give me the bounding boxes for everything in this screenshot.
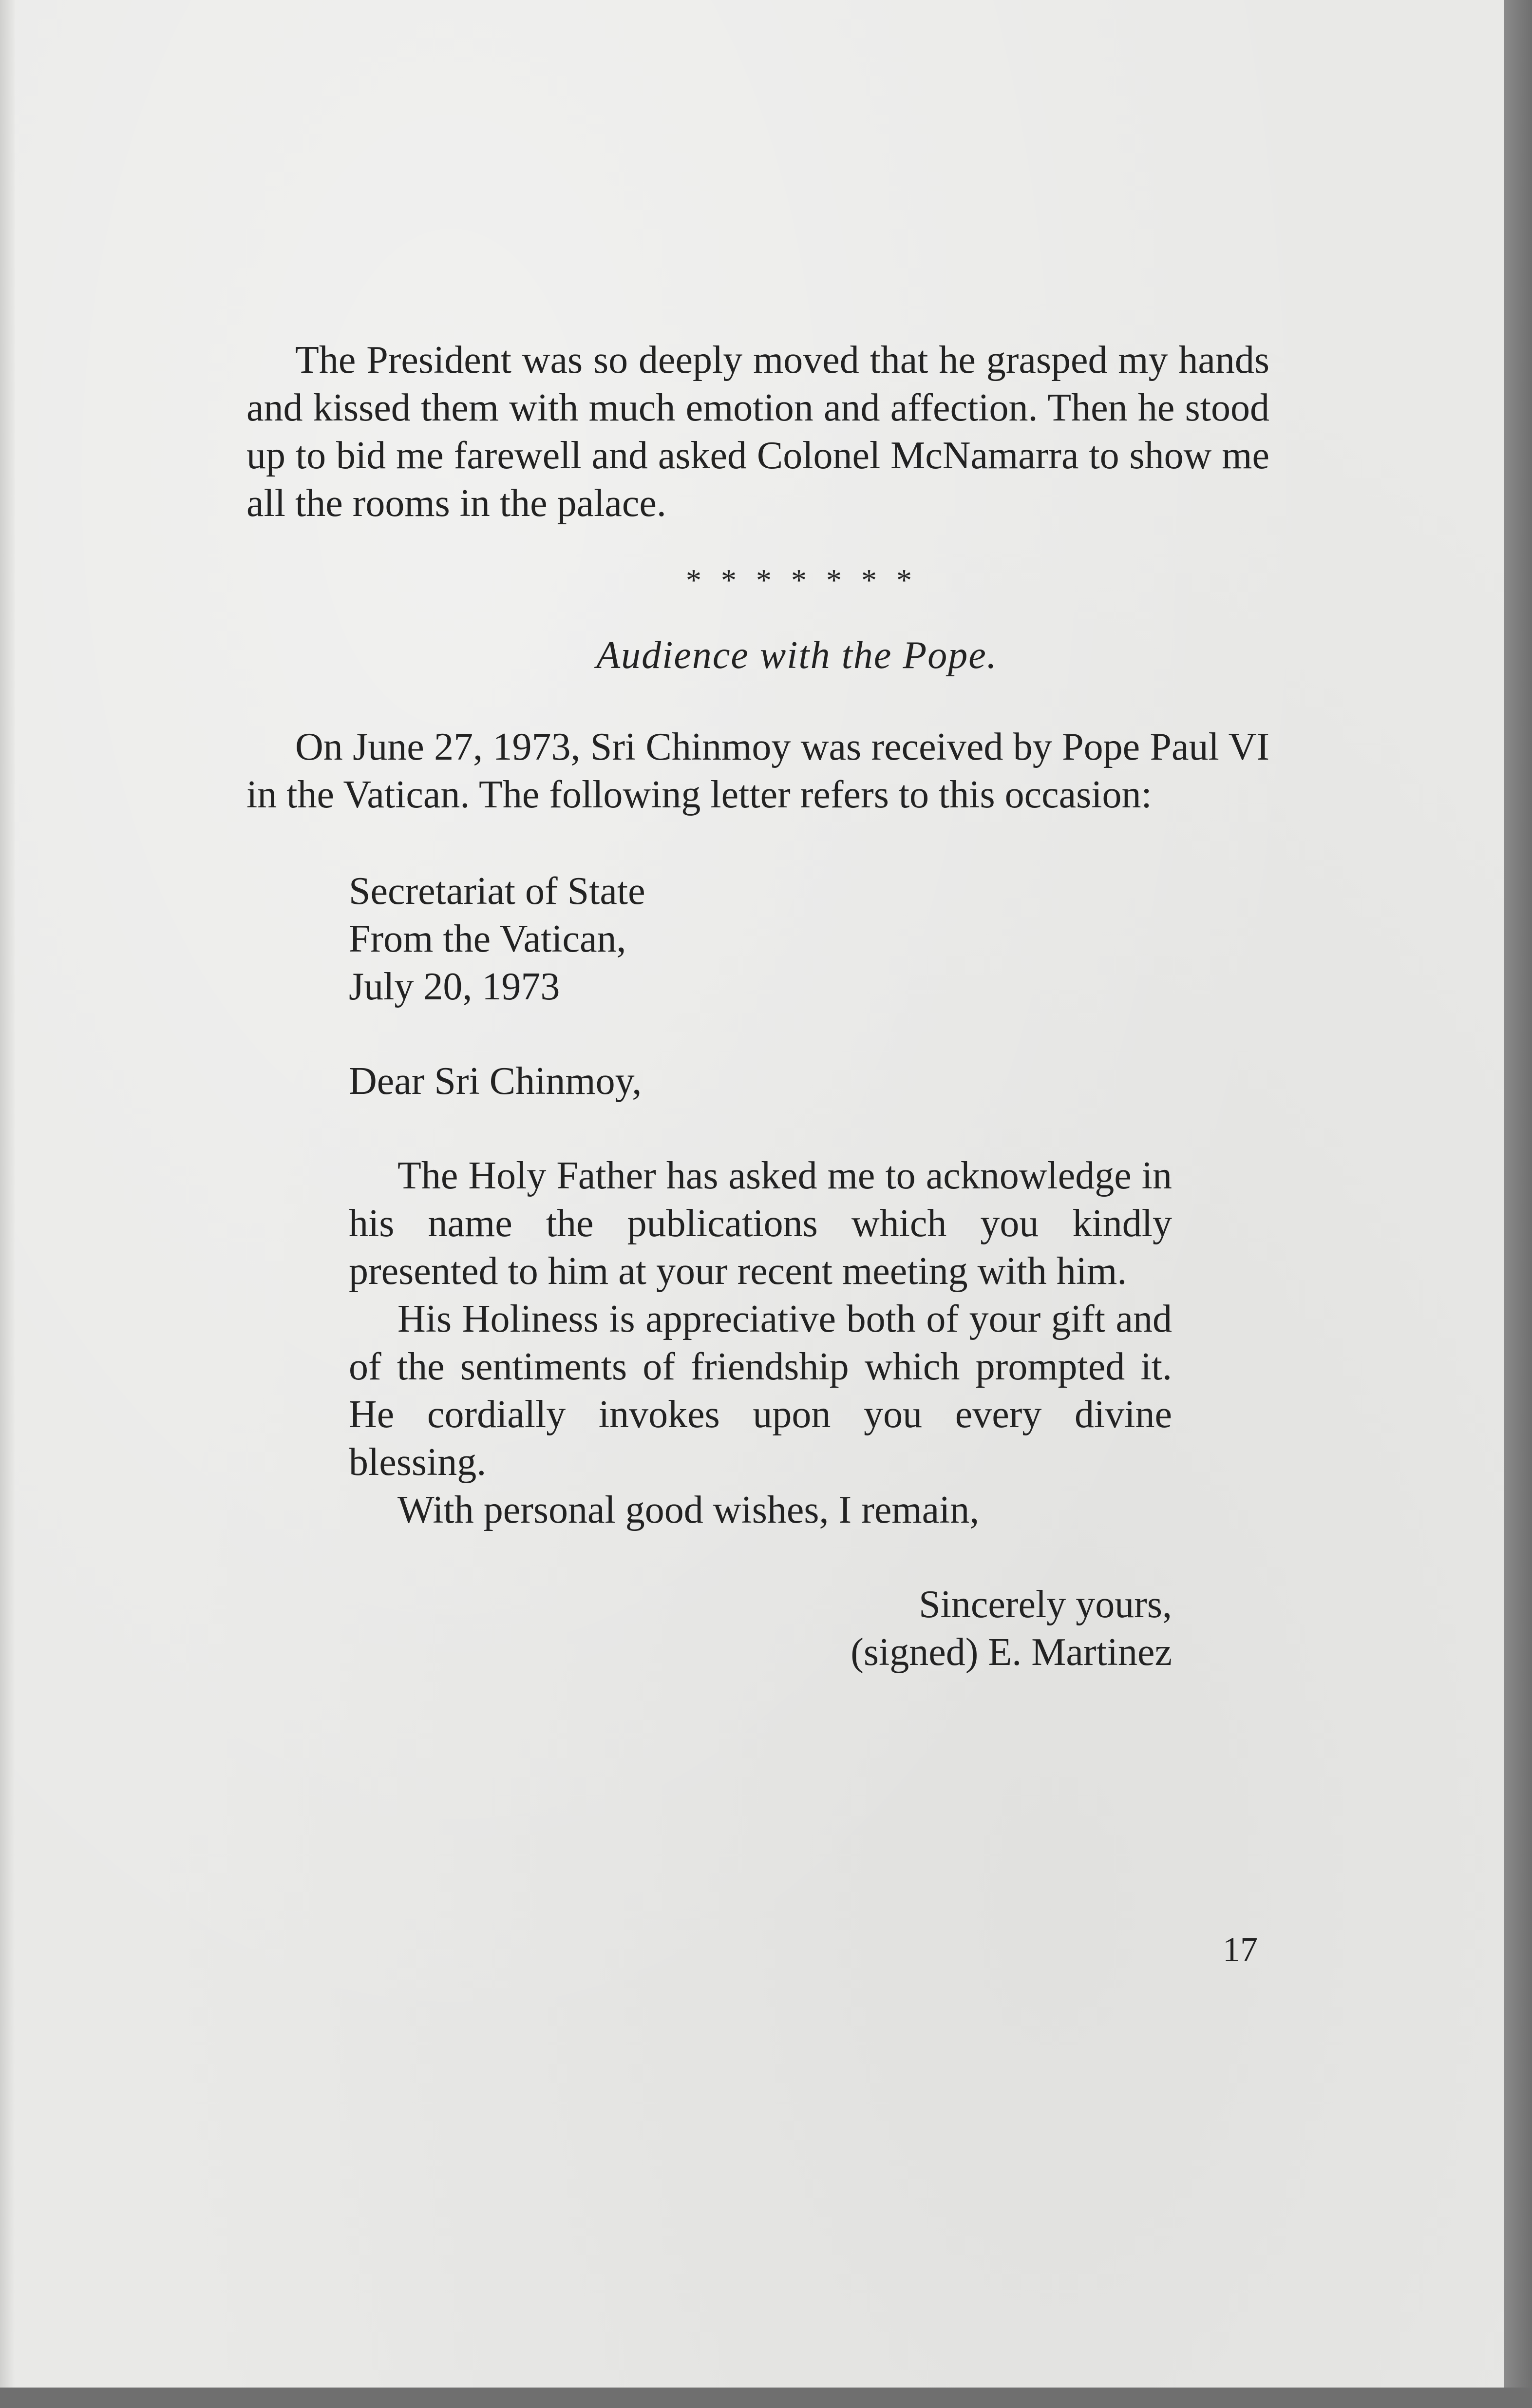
page-fold-shadow	[0, 0, 15, 2388]
letter-paragraph-3: With personal good wishes, I remain,	[397, 1489, 980, 1531]
letter-header	[349, 867, 1172, 1011]
section-separator: * * * * * * *	[686, 563, 918, 597]
letter-paragraph-1: The Holy Father has asked me to acknowledge in his name the publications which you kindly presented to him at your recent meeting with him.	[349, 1154, 1172, 1293]
scan-edge-bottom	[0, 2388, 1532, 2408]
letter-origin: From the Vatican,	[349, 917, 626, 960]
letter-sender: Secretariat of State	[349, 870, 645, 913]
page-number: 17	[1223, 1930, 1258, 1969]
letter-closing	[349, 1581, 1172, 1676]
section-heading: Audience with the Pope.	[596, 634, 998, 677]
paragraph-audience: On June 27, 1973, Sri Chinmoy was received by Pope Paul VI in the Vatican. The following letter refers to this occasion:	[246, 726, 1269, 816]
letter-date: July 20, 1973	[349, 965, 560, 1008]
letter-paragraph-2: His Holiness is appreciative both of your gift and of the sentiments of friendship which prompted it. He cordially invokes upon you every divine blessing.	[349, 1298, 1172, 1484]
paragraph-president: The President was so deeply moved that he grasped my hands and kissed them with much emotion and affection. Then he stood up to bid me farewell and asked Colonel McNamarra to show me all the rooms in the palace.	[246, 339, 1269, 525]
scan-edge-right	[1504, 0, 1532, 2408]
letter-closing-phrase: Sincerely yours,	[919, 1583, 1172, 1626]
letter-salutation: Dear Sri Chinmoy,	[349, 1060, 642, 1103]
vatican-letter	[349, 867, 1172, 1676]
letter-signature: (signed) E. Martinez	[851, 1631, 1172, 1674]
letter-body	[349, 1152, 1172, 1534]
page-content	[246, 336, 1269, 1676]
